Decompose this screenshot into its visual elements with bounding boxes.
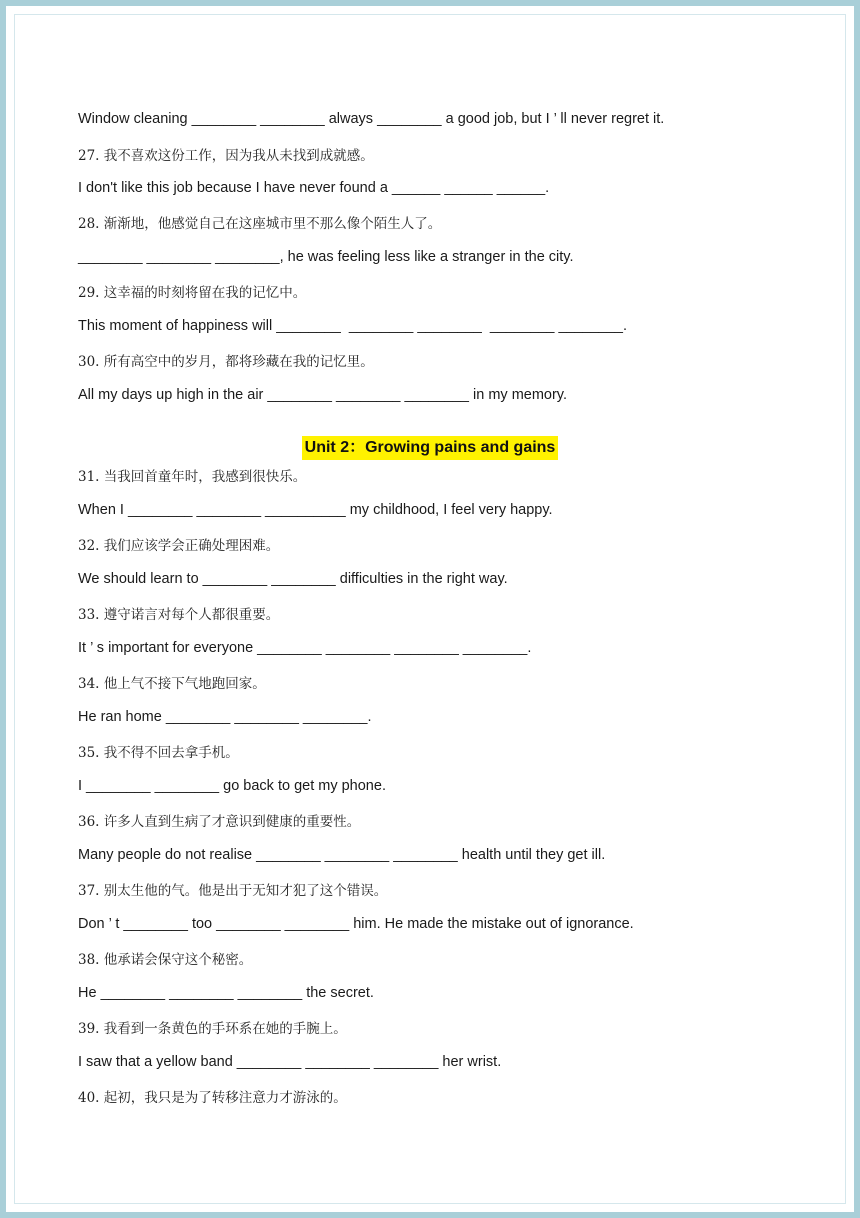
question-39-chinese: 39. 我看到一条黄色的手环系在她的手腕上。 (78, 1021, 347, 1037)
question-32-english: We should learn to ________ ________ difficulties in the right way. (78, 571, 508, 587)
question-29-english: This moment of happiness will ________ ________ ________ ________ ________. (78, 318, 628, 334)
question-33-chinese: 33. 遵守诺言对每个人都很重要。 (78, 607, 280, 623)
question-37-chinese: 37. 别太生他的气。他是出于无知才犯了这个错误。 (78, 883, 388, 899)
question-31-english: When I ________ ________ __________ my childhood, I feel very happy. (78, 502, 553, 518)
sentence-english: Window cleaning ________ ________ always ________ a good job, but I ’ ll never regret it. (78, 111, 665, 127)
question-32-chinese: 32. 我们应该学会正确处理困难。 (78, 538, 280, 554)
question-38-english: He ________ ________ ________ the secret. (78, 985, 374, 1001)
question-36-english: Many people do not realise ________ ________ ________ health until they get ill. (78, 847, 606, 863)
question-36-chinese: 36. 许多人直到生病了才意识到健康的重要性。 (78, 814, 361, 830)
question-28-chinese: 28. 渐渐地，他感觉自己在这座城市里不那么像个陌生人了。 (78, 216, 442, 232)
unit-heading-wrapper (0, 436, 860, 460)
question-38-chinese: 38. 他承诺会保守这个秘密。 (78, 952, 253, 968)
question-30-chinese: 30. 所有高空中的岁月，都将珍藏在我的记忆里。 (78, 354, 374, 370)
question-35-chinese: 35. 我不得不回去拿手机。 (78, 745, 239, 761)
question-39-english: I saw that a yellow band ________ ________ ________ her wrist. (78, 1054, 502, 1070)
question-28-english: ________ ________ ________, he was feeling less like a stranger in the city. (78, 249, 574, 265)
question-35-english: I ________ ________ go back to get my phone. (78, 778, 386, 794)
question-37-english: Don ’ t ________ too ________ ________ him. He made the mistake out of ignorance. (78, 916, 634, 932)
question-27-english: I don't like this job because I have never found a ______ ______ ______. (78, 180, 550, 196)
question-31-chinese: 31. 当我回首童年时，我感到很快乐。 (78, 469, 307, 485)
question-34-chinese: 34. 他上气不接下气地跑回家。 (78, 676, 266, 692)
question-40-chinese: 40. 起初，我只是为了转移注意力才游泳的。 (78, 1090, 347, 1106)
question-34-english: He ran home ________ ________ ________. (78, 709, 372, 725)
unit-heading: Unit 2：Growing pains and gains (302, 436, 559, 460)
question-29-chinese: 29. 这幸福的时刻将留在我的记忆中。 (78, 285, 307, 301)
question-33-english: It ’ s important for everyone ________ ________ ________ ________. (78, 640, 532, 656)
question-30-english: All my days up high in the air ________ ________ ________ in my memory. (78, 387, 568, 403)
question-27-chinese: 27. 我不喜欢这份工作，因为我从未找到成就感。 (78, 148, 374, 164)
